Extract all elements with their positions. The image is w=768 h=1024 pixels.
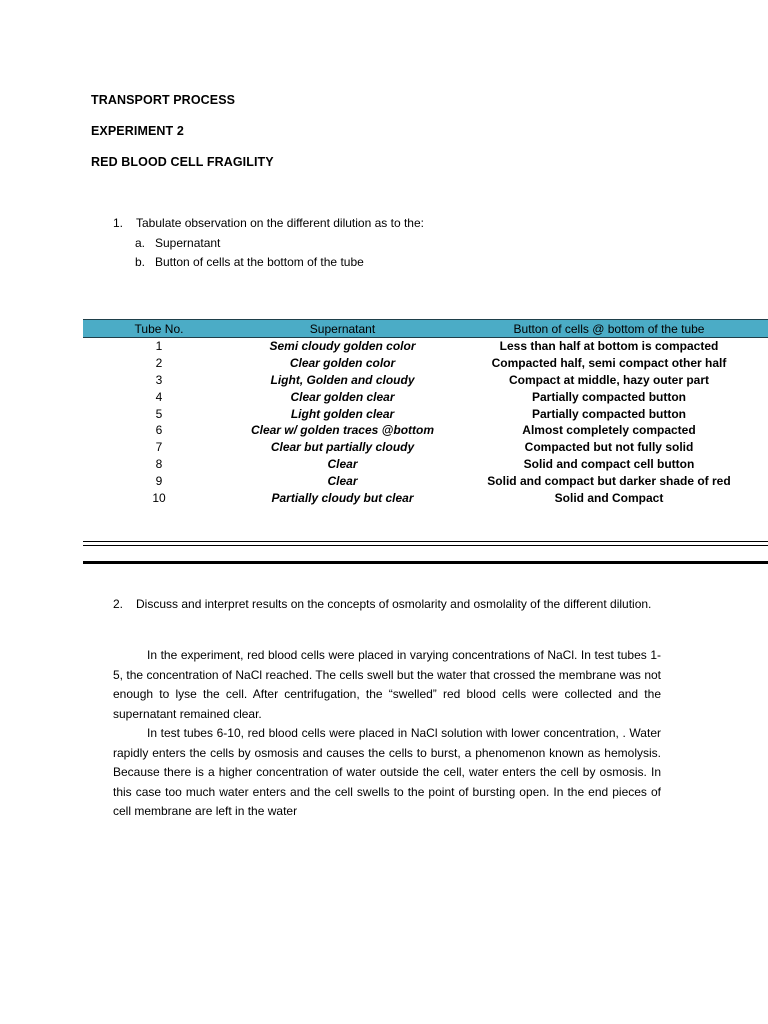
double-divider [83,541,768,546]
header-button-of-cells: Button of cells @ bottom of the tube [450,320,768,338]
table-row [83,405,768,422]
table-row [83,372,768,389]
table-row [83,338,768,355]
question-2 [113,595,673,615]
supernatant-cell: Light, Golden and cloudy [270,372,415,387]
button-cell: Solid and Compact [554,490,664,505]
table-header-row [83,320,768,338]
supernatant-cell: Clear golden color [289,356,396,371]
tube-number: 5 [155,406,163,421]
header-supernatant: Supernatant [235,320,450,338]
table-row [83,489,768,506]
supernatant-cell: Clear w/ golden traces @bottom [250,423,435,438]
answer-paragraph-2: In test tubes 6-10, red blood cells were placed in NaCl solution with lower concentration, . Water rapidly enters the cells by osmosis and causes the cells to burst, a phenomenon known as hemolysis. Because there is a higher concentration of water outside the cell, water enters the cell by osmosis. In this case too much water enters and the cell swells to the point of bursting open. In the end pieces of cell membrane are left in the water [113,726,661,819]
supernatant-cell: Partially cloudy but clear [271,490,414,505]
supernatant-cell: Clear but partially cloudy [270,440,415,455]
item-text: Button of cells at the bottom of the tube [155,255,364,269]
tube-number: 10 [152,490,166,505]
tube-number: 8 [155,456,163,471]
question-text: Tabulate observation on the different dilution as to the: [136,216,424,230]
button-cell: Solid and compact cell button [523,456,695,471]
button-cell: Almost completely compacted [522,423,696,438]
table-row [83,422,768,439]
table-row [83,456,768,473]
supernatant-cell: Clear [327,473,358,488]
button-cell: Partially compacted button [531,389,687,404]
tube-number: 2 [155,356,163,371]
topic-title: RED BLOOD CELL FRAGILITY [91,155,274,169]
table-row [83,355,768,372]
thick-divider [83,561,768,564]
button-cell: Less than half at bottom is compacted [499,339,719,354]
tube-number: 7 [155,440,163,455]
item-text: Supernatant [155,235,221,250]
header-tube-no: Tube No. [83,320,235,338]
supernatant-cell: Clear golden clear [290,389,395,404]
supernatant-cell: Light golden clear [290,406,395,421]
tube-number: 3 [155,372,163,387]
supernatant-cell: Semi cloudy golden color [269,339,416,354]
answer-paragraph-1: In the experiment, red blood cells were placed in varying concentrations of NaCl. In test tubes 1-5, the concentration of NaCl reached. The cells swell but the water that crossed the membrane was not enough to lyse the cell. After centrifugation, the “swelled” red blood cells were collected and the supernatant remained clear. [113,648,661,721]
question-number: 2. [113,597,124,611]
question-item [113,234,424,254]
tube-number: 9 [155,473,163,488]
button-cell: Compacted but not fully solid [524,440,694,455]
button-cell: Solid and compact but darker shade of red [487,473,731,488]
course-title: TRANSPORT PROCESS [91,93,236,107]
table-row [83,472,768,489]
experiment-title: EXPERIMENT 2 [91,124,184,138]
question-text: Discuss and interpret results on the concepts of osmolarity and osmolality of the different dilution. [136,597,652,611]
button-cell: Compact at middle, hazy outer part [508,372,710,387]
tube-number: 4 [155,389,163,404]
button-cell: Compacted half, semi compact other half [491,356,727,371]
table-row [83,388,768,405]
tube-number: 1 [155,339,163,354]
supernatant-cell: Clear [327,456,358,471]
question-number: 1. [113,216,124,230]
item-letter: a. [135,235,146,250]
item-letter: b. [135,255,146,269]
table-row [83,439,768,456]
question-1 [113,214,424,273]
button-cell: Partially compacted button [531,406,687,421]
tube-number: 6 [155,423,163,438]
question-item [113,253,424,273]
observation-table [83,319,768,506]
